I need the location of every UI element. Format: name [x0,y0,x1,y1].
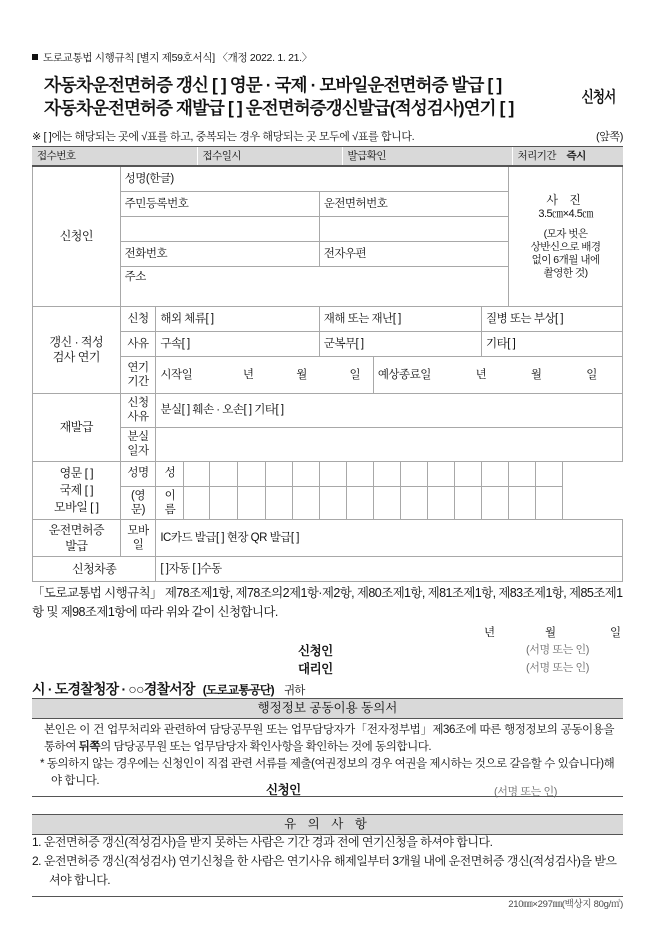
issue-type-international[interactable]: 국제 [ ] [59,482,94,497]
consent-paragraph-part2: 의 담당공무원 또는 업무담당자 확인사항을 확인하는 것에 동의합니다. [100,741,432,753]
page-side-label: (앞쪽) [596,131,623,143]
deferral-start-year: 년 [242,368,254,381]
issue-type-checkboxes[interactable] [33,461,121,520]
deferral-start-month: 월 [296,368,307,381]
reissue-lostdate-label [120,427,156,461]
deferral-reason-label-line2: 사유 [120,332,156,357]
issue-type-english[interactable]: 영문 [ ] [59,465,94,480]
deferral-reason-military[interactable]: 군복무[ ] [319,332,481,357]
table-row-english-givenname [33,486,623,520]
form-title-line-2: 자동차운전면허증 재발급 [ ] 운전면허증갱신발급(적성검사)연기 [ ] [44,98,514,118]
notice-item: 1. 운전면허증 갱신(적성검사)을 받지 못하는 사람은 기간 경과 전에 연기신청을 하셔야 합니다. [32,835,493,849]
table-row-english-surname [33,461,623,486]
regulation-text: 도로교통법 시행규칙 [별지 제59호서식] 〈개정 2022. 1. 21.〉 [43,52,312,64]
english-givenname-box[interactable] [346,486,373,520]
signature-agent-label: 대리인 [298,662,333,676]
reissue-reason-label-line1: 신청 [127,397,149,409]
english-surname-box[interactable] [400,461,427,486]
paper-specification: 210㎜×297㎜(백상지 80g/㎡) [508,899,623,910]
photo-size: 3.5㎝×4.5㎝ [538,207,593,220]
table-row-mobile-issue [33,520,623,557]
english-givenname-box[interactable] [509,486,536,520]
english-givenname-box[interactable] [237,486,265,520]
deferral-end-label: 예상종료일 [377,368,431,381]
form-title-line-1: 자동차운전면허증 갱신 [ ] 영문 · 국제 · 모바일운전면허증 발급 [ ] [44,75,502,95]
table-row-deferral-reason-1 [33,307,623,332]
deferral-period-label [120,357,156,394]
email-label: 전자우편 [319,242,508,267]
main-form-table [32,165,623,582]
english-surname-box[interactable] [210,461,237,486]
english-givenname-box[interactable] [265,486,292,520]
table-row [32,147,623,167]
phone-label: 전화번호 [120,242,319,267]
receipt-no-cell: 접수번호 [32,147,197,167]
signature-applicant-mark[interactable]: (서명 또는 인) [526,644,589,656]
table-row-reissue-lostdate [33,427,623,461]
vehicle-type-options[interactable]: [ ]자동 [ ]수동 [156,557,623,582]
consent-applicant-label: 신청인 [266,783,301,797]
notice-section-header [32,814,623,835]
reissue-reason-label [120,394,156,428]
english-givenname-box[interactable] [454,486,481,520]
license-issue-label-line2: 발급 [65,539,88,554]
license-no-label: 운전면허번호 [319,192,508,217]
photo-note-4: 촬영한 것) [543,267,588,279]
english-givenname-box[interactable] [184,486,210,520]
english-givenname-box[interactable] [292,486,319,520]
deferral-start-group[interactable] [156,357,373,394]
deferral-end-group[interactable] [373,357,622,394]
reissue-reason-options[interactable]: 분실[ ] 훼손 · 오손[ ] 기타[ ] [156,394,623,428]
signature-applicant-label: 신청인 [298,644,333,658]
applicant-section-label: 신청인 [33,166,121,307]
deferral-end-month: 월 [530,368,542,381]
english-givenname-box[interactable] [482,486,509,520]
photo-box [509,166,623,307]
instruction-text: ※ [ ]에는 해당되는 곳에 √표를 하고, 중복되는 경우 해당되는 곳 모두에 √표를 합니다. [32,131,415,143]
deferral-end-day: 일 [586,368,597,381]
consent-signature-mark[interactable]: (서명 또는 인) [494,786,557,798]
date-day-label: 일 [610,627,621,639]
deferral-reason-label-line1: 신청 [120,307,156,332]
english-surname-box[interactable] [184,461,210,486]
deferral-reason-illness[interactable]: 질병 또는 부상[ ] [482,307,623,332]
english-surname-box[interactable] [346,461,373,486]
address-label: 주소 [120,267,509,307]
resident-no-input[interactable] [120,217,319,242]
process-time-cell [512,147,623,167]
photo-note-3: 없이 6개월 내에 [531,253,600,266]
english-surname-box[interactable] [509,461,536,486]
deferral-period-label-line1: 연기 [127,361,149,374]
deferral-start-day: 일 [349,368,361,381]
regulation-reference [32,50,312,65]
table-row-vehicle-type [33,557,623,582]
deferral-section-label-line2: 검사 연기 [52,350,100,364]
english-surname-box[interactable] [454,461,481,486]
english-surname-box[interactable] [536,461,563,486]
license-issue-label-line1: 운전면허증 [48,523,105,538]
deferral-section-label [33,307,121,394]
receipt-date-cell: 접수일시 [197,147,342,167]
date-year-label: 년 [484,627,495,639]
table-row-deferral-period [33,357,623,394]
addressee-line [32,679,305,699]
english-givenname-box[interactable] [319,486,346,520]
process-time-value: 즉시 [566,149,586,162]
english-surname-box[interactable] [265,461,292,486]
english-surname-box[interactable] [292,461,319,486]
issue-type-mobile[interactable]: 모바일 [ ] [54,499,99,514]
reissue-lostdate-label-line2: 일자 [127,445,149,458]
receipt-header-table [32,146,623,167]
english-givenname-label: 이름 [156,486,184,520]
form-title [44,74,619,120]
table-row-applicant-name [33,166,623,192]
license-issue-label [33,520,121,557]
english-name-label-line2: (영문) [120,486,156,520]
bullet-square-icon [32,54,38,60]
english-surname-box[interactable] [427,461,454,486]
deferral-reason-other[interactable]: 기타[ ] [482,332,623,357]
resident-no-label: 주민등록번호 [120,192,319,217]
deferral-reason-overseas[interactable]: 해외 체류[ ] [156,307,319,332]
reissue-section-label: 재발급 [33,394,121,462]
english-surname-box[interactable] [319,461,346,486]
checkbox-instruction [32,128,623,144]
photo-title: 사 진 [546,192,585,207]
deferral-reason-disaster[interactable]: 재해 또는 재난[ ] [319,307,481,332]
notice-section-body [32,833,623,897]
date-month-label: 월 [545,627,556,639]
reissue-lostdate-input[interactable] [156,427,623,461]
statute-paragraph: 「도로교통법 시행규칙」 제78조제1항, 제78조의2제1항·제2항, 제80조제1항, 제81조제1항, 제83조제1항, 제85조제1항 및 제98조제1항에 따라 위와 같이 신청합니다. [32,586,623,619]
photo-note-1: (모자 벗은 [543,227,588,240]
english-givenname-box[interactable] [536,486,563,520]
vehicle-type-label: 신청차종 [33,557,156,582]
mobile-row-label: 모바일 [120,520,156,557]
consent-paragraph [44,722,614,756]
english-givenname-box[interactable] [427,486,454,520]
english-name-label-line1: 성명 [120,461,156,486]
english-surname-box[interactable] [373,461,400,486]
deferral-end-year: 년 [475,368,487,381]
english-surname-box[interactable] [237,461,265,486]
english-surname-label: 성 [156,461,184,486]
consent-section-header: 행정정보 공동이용 동의서 [32,698,623,719]
table-row-reissue-reason [33,394,623,428]
english-surname-box[interactable] [482,461,509,486]
photo-note-2: 상반신으로 배경 [530,240,601,253]
process-time-label: 처리기간 [517,149,557,162]
deferral-reason-detention[interactable]: 구속[ ] [156,332,319,357]
notice-section-title: 유 의 사 항 [284,817,371,831]
reissue-reason-label-line2: 사유 [127,411,149,424]
table-row-deferral-reason-2 [33,332,623,357]
deferral-period-label-line2: 기간 [127,376,149,388]
notice-item: 2. 운전면허증 갱신(적성검사) 연기신청을 한 사람은 연기사유 해제일부터 3개월 내에 운전면허증 갱신(적성검사)을 받으셔야 합니다. [32,854,617,887]
consent-note: * 동의하지 않는 경우에는 신청인이 직접 관련 서류를 제출(여권정보의 경우 여권을 제시하는 것으로 갈음할 수 있습니다)해야 합니다. [40,758,615,787]
deferral-start-label: 시작일 [160,368,193,381]
deferral-section-label-line1: 갱신 · 적성 [49,335,104,349]
reissue-lostdate-label-line1: 분실 [127,430,149,443]
addressee-organization: (도로교통공단) [202,683,274,697]
addressee-honorific: 귀하 [283,685,305,697]
consent-paragraph-emphasis: 뒤쪽 [78,741,101,753]
applicant-name-ko-label: 성명(한글) [120,166,509,192]
mobile-issue-options[interactable]: IC카드 발급[ ] 현장 QR 발급[ ] [156,520,623,557]
form-title-suffix: 신청서 [581,89,615,106]
addressee-authority: 시 · 도경찰청장 · ○○경찰서장 [32,681,195,697]
license-no-input[interactable] [319,217,508,242]
english-givenname-box[interactable] [400,486,427,520]
signature-agent-mark[interactable]: (서명 또는 인) [526,662,589,674]
consent-paragraph-part1: 본인은 이 건 업무처리와 관련하여 담당공무원 또는 업무담당자가「전자정부법」제36조에 따른 행정정보의 공동이용을 통하여 [44,724,614,753]
english-givenname-box[interactable] [373,486,400,520]
issue-confirm-cell: 발급확인 [342,147,512,167]
english-givenname-box[interactable] [210,486,237,520]
